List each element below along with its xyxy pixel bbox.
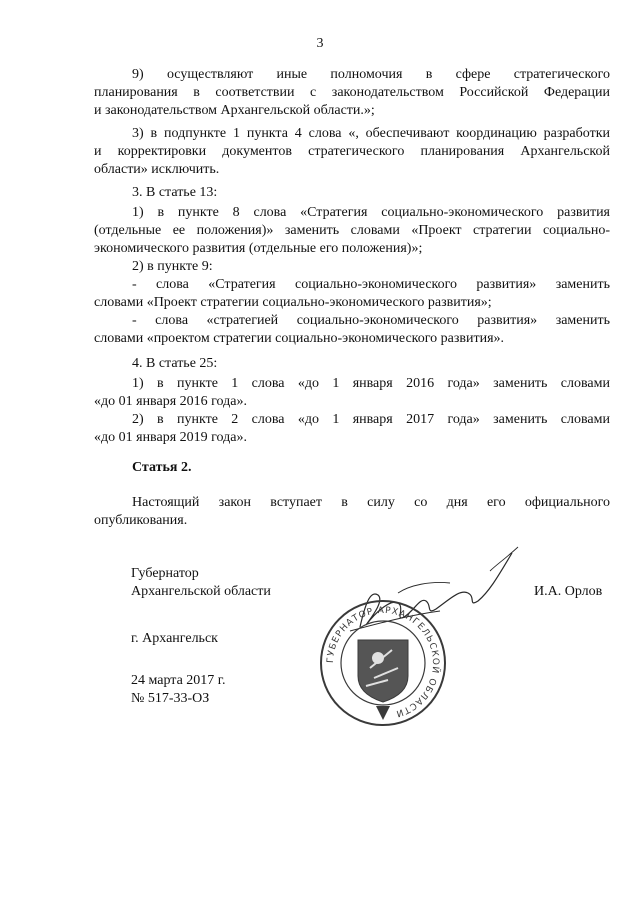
text-line: (отдельные ее положения)» заменить словами «Проект стратегии социально- <box>94 223 610 238</box>
text-line: и законодательством Архангельской области.»; <box>94 103 375 118</box>
text-line: - слова «стратегией социально-экономического развития» заменить <box>132 313 610 328</box>
text-line: 3) в подпункте 1 пункта 4 слова «, обеспечивают координацию разработки <box>132 126 610 141</box>
text-line: опубликования. <box>94 513 188 528</box>
law-date: 24 марта 2017 г. <box>131 673 226 688</box>
text-line: - слова «Стратегия социально-экономического развития» заменить <box>132 277 610 292</box>
text-line: словами «Проект стратегии социально-экономического развития»; <box>94 295 492 310</box>
page-number: 3 <box>316 36 324 51</box>
text-line: 2) в пункте 2 слова «до 1 января 2017 года» заменить словами <box>132 412 610 427</box>
text-line: области» исключить. <box>94 162 220 177</box>
signatory-name: И.А. Орлов <box>534 584 603 599</box>
text-line: 1) в пункте 8 слова «Стратегия социально-экономического развития <box>132 205 610 220</box>
text-line: словами «проектом стратегии социально-экономического развития». <box>94 331 505 346</box>
text-line: 2) в пункте 9: <box>132 259 213 274</box>
text-line: «до 01 января 2016 года». <box>94 394 247 409</box>
law-number: № 517-33-ОЗ <box>131 691 210 706</box>
article-heading: Статья 2. <box>132 460 192 475</box>
text-line: планирования в соответствии с законодательством Российской Федерации <box>94 85 610 100</box>
text-line: и корректировки документов стратегического планирования Архангельской <box>94 144 610 159</box>
seal-ring-text: ГУБЕРНАТОР АРХАНГЕЛЬСКОЙ ОБЛАСТИ <box>325 605 441 719</box>
signatory-region: Архангельской области <box>131 584 271 599</box>
text-line: экономического развития (отдельные его положения)»; <box>94 241 423 256</box>
text-line: Настоящий закон вступает в силу со дня его официального <box>132 495 610 510</box>
official-seal-icon <box>318 598 448 728</box>
text-line: 1) в пункте 1 слова «до 1 января 2016 года» заменить словами <box>132 376 610 391</box>
text-line: 3. В статье 13: <box>132 185 218 200</box>
signatory-role: Губернатор <box>131 566 199 581</box>
city: г. Архангельск <box>131 631 218 646</box>
text-line: 4. В статье 25: <box>132 356 218 371</box>
text-line: 9) осуществляют иные полномочия в сфере стратегического <box>132 67 610 82</box>
text-line: «до 01 января 2019 года». <box>94 430 247 445</box>
